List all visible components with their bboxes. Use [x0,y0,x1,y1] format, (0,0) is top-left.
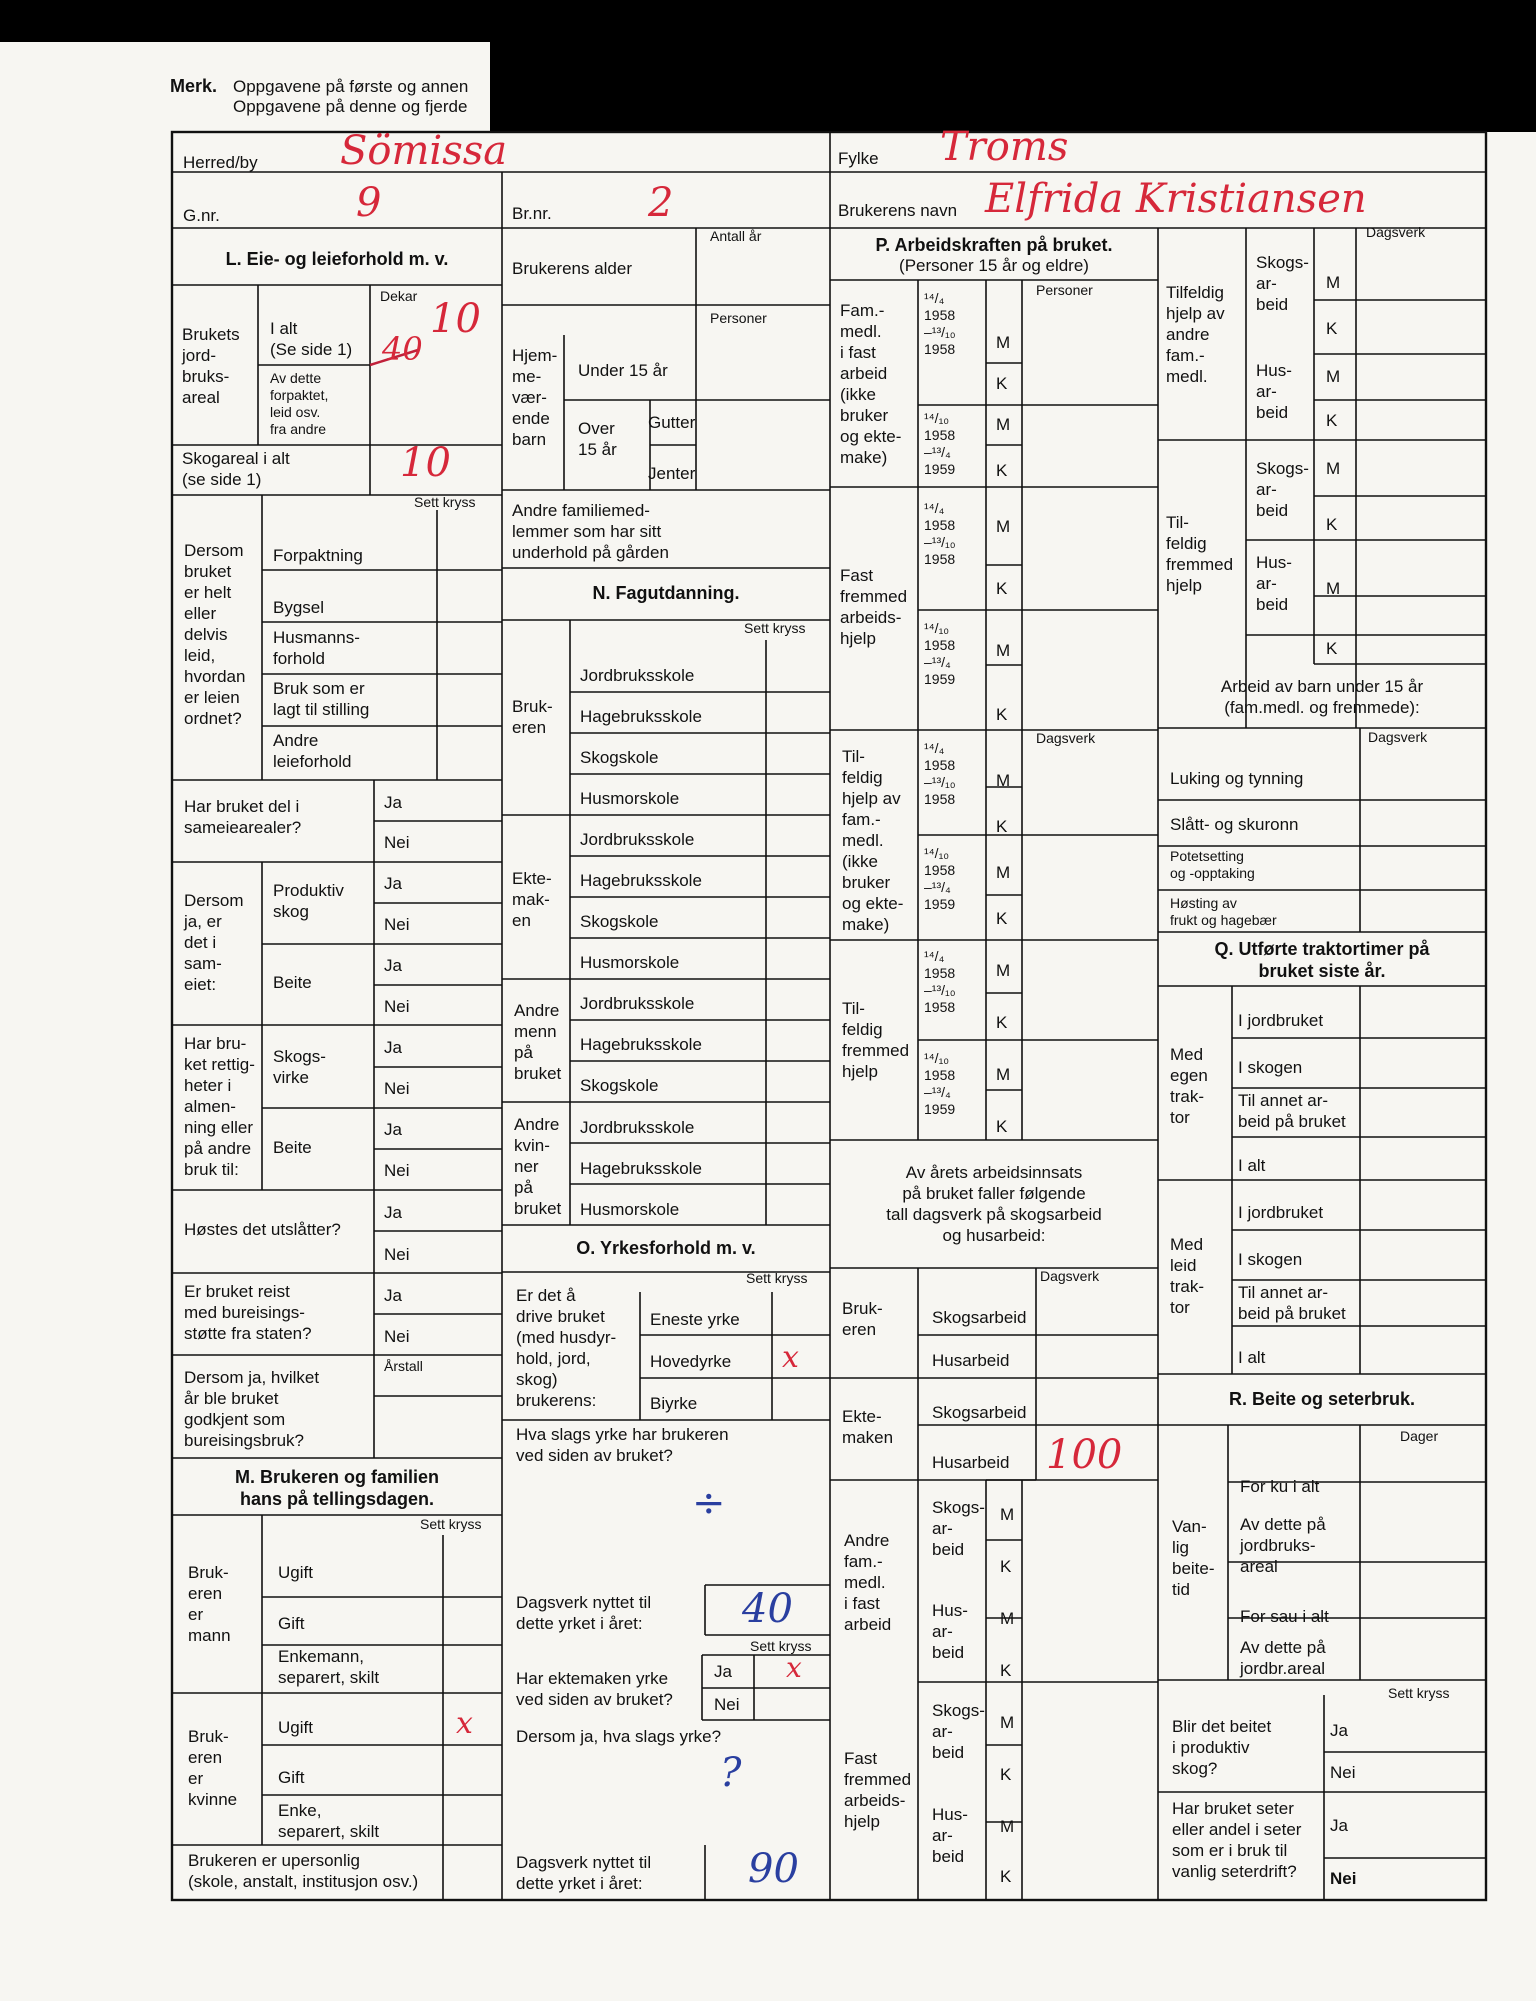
dersom-leid-label: Dersom bruket er helt eller delvis leid, hvordan er leien ordnet? [184,541,246,728]
jord-crossed-value: 40 [382,330,423,368]
dagsverk-question: Dagsverk nyttet til dette yrket i året: [516,1593,652,1633]
fylke-value: Troms [940,124,1069,170]
p-fremmed-m-1: M [1000,1713,1015,1732]
p-andre-hus-arbeid: Hus- ar- beid [932,1601,968,1662]
p-brukeren-skogsarbeid: Skogsarbeid [932,1308,1027,1327]
jord-value: 10 [430,296,481,342]
under15-label: Under 15 år [578,361,668,380]
n-kvinner-husmorskole: Husmorskole [580,1200,680,1219]
ektemaken-ja: Ja [714,1662,732,1681]
q-egen-i-alt: I alt [1238,1156,1266,1175]
r-beitet-ja: Ja [1330,1721,1348,1740]
n-group-andre-kvinner: Andre kvin- ner på bruket [514,1115,562,1218]
almenning-beite-label: Beite [273,1138,312,1157]
leie-opt-forpaktning: Forpaktning [273,546,363,565]
p-fremmed-skogs-arbeid: Skogs- ar- beid [932,1701,985,1762]
p-m-7: M [996,961,1011,980]
kvinne-gift: Gift [278,1768,305,1787]
produktiv-skog-label: Produktiv skog [273,881,344,921]
yrke-question: Er det å drive bruket (med husdyr- hold, jord, skog) brukerens: [516,1286,617,1410]
r-seter-question: Har bruket seter eller andel i seter som er i bruk til vanlig seterdrift? [1172,1799,1302,1881]
mann-enkemann: Enkemann, separert, skilt [278,1647,380,1687]
section-p-title: P. Arbeidskraften på bruket. [875,235,1113,255]
sameie-beite-ja: Ja [384,956,402,975]
p-fremmed-m-2: M [1000,1817,1015,1836]
brukerens-navn-value: Elfrida Kristiansen [985,176,1367,222]
gutter-label: Gutter [648,413,696,432]
sameie-beite-nei: Nei [384,997,410,1016]
q-leid-label: Med leid trak- tor [1170,1235,1204,1317]
n-ektemaken-hagebruksskole: Hagebruksskole [580,871,702,890]
p-fast-fremmed-label-2: Fast fremmed arbeids- hjelp [844,1749,912,1831]
kvinne-ugift-mark: x [456,1706,473,1741]
dersom-ja-label: Dersom ja, er det i sam- eiet: [184,891,244,994]
p-ektemaken-husarbeid: Husarbeid [932,1453,1010,1472]
p-dagsverk-label: Dagsverk [1036,730,1096,746]
q-egen-jordbruket: I jordbruket [1238,1011,1324,1030]
r-sett-kryss: Sett kryss [1388,1685,1450,1701]
p-k-8: K [996,1117,1008,1136]
p-fremmed-hus-arbeid: Hus- ar- beid [932,1805,968,1866]
n-group-andre-menn: Andre menn på bruket [514,1001,562,1083]
section-r-title: R. Beite og seterbruk. [1228,1389,1416,1409]
mann-label: Bruk- eren er mann [188,1563,231,1645]
r-dagsverk-label: Dagsverk [1366,224,1426,240]
r-hus-arbeid-2: Hus- ar- beid [1256,553,1292,614]
q-egen-annet: Til annet ar- beid på bruket [1238,1091,1346,1131]
p-andre-m-1: M [1000,1505,1015,1524]
n-group-ektemaken: Ekte- mak- en [512,869,552,930]
barn-slatt: Slått- og skuronn [1170,815,1299,834]
r-m-4: M [1326,579,1341,598]
dagsverk2-question: Dagsverk nyttet til dette yrket i året: [516,1853,652,1893]
r-beitet-nei: Nei [1330,1763,1356,1782]
r-m-1: M [1326,273,1341,292]
section-q-title: Q. Utførte traktortimer på bruket siste år. [1214,939,1430,981]
dekar-label: Dekar [380,288,418,304]
barn-title: Arbeid av barn under 15 år (fam.medl. og fremmede): [1220,677,1424,717]
p-brukeren-husarbeid: Husarbeid [932,1351,1010,1370]
q-leid-jordbruket: I jordbruket [1238,1203,1324,1222]
r-k-2: K [1326,411,1338,430]
r-sau-i-alt: For sau i alt [1240,1607,1329,1626]
r-vanlig-label: Van- lig beite- tid [1172,1517,1215,1599]
p-m-8: M [996,1065,1011,1084]
eneste-yrke: Eneste yrke [650,1310,740,1329]
r-k-4: K [1326,639,1338,658]
ektemaken-nei: Nei [714,1695,740,1714]
n-sett-kryss: Sett kryss [744,620,806,636]
hjemme-label: Hjem- me- vær- ende barn [512,346,558,449]
q-egen-label: Med egen trak- tor [1170,1045,1208,1127]
r-k-3: K [1326,515,1338,534]
p-period-7: ¹⁴/₄ 1958 –¹³/₁₀ 1958 [924,948,956,1015]
merk-line1: Oppgavene på første og annen [233,77,469,96]
n-brukeren-hagebruksskole: Hagebruksskole [580,707,702,726]
p-dagsverk-label-2: Dagsverk [1040,1268,1100,1284]
i-alt-label: I alt (Se side 1) [270,319,353,359]
hva-slags-question: Dersom ja, hva slags yrke? [516,1727,722,1746]
utslatter-question: Høstes det utslåtter? [184,1220,341,1239]
l-sett-kryss: Sett kryss [414,494,476,510]
p-period-4: ¹⁴/₁₀ 1958 –¹³/₄ 1959 [924,620,956,687]
sameie-nei: Nei [384,833,410,852]
p-period-6: ¹⁴/₁₀ 1958 –¹³/₄ 1959 [924,845,956,912]
p-k-7: K [996,1013,1008,1032]
r-m-2: M [1326,367,1341,386]
n-ektemaken-jordbruksskole: Jordbruksskole [580,830,695,849]
q-leid-skogen: I skogen [1238,1250,1303,1269]
n-kvinner-jordbruksskole: Jordbruksskole [580,1118,695,1137]
kvinne-ugift: Ugift [278,1718,313,1737]
hva-slags-yrke-question: Hva slags yrke har brukeren ved siden av bruket? [516,1425,729,1465]
godkjent-question: Dersom ja, hvilket år ble bruket godkjent som bureisingsbruk? [184,1368,320,1450]
p-m-4: M [996,641,1011,660]
brukerens-alder-label: Brukerens alder [512,259,633,278]
r-seter-ja: Ja [1330,1816,1348,1835]
barn-potetsetting: Potetsetting og -opptaking [1170,848,1255,881]
p-fast-fremmed-label: Fast fremmed arbeids- hjelp [840,566,908,648]
o-sett-kryss: Sett kryss [746,1270,808,1286]
barn-dagsverk-label: Dagsverk [1368,729,1428,745]
almenning-beite-ja: Ja [384,1120,402,1139]
section-o-title: O. Yrkesforhold m. v. [576,1238,756,1258]
p-period-8: ¹⁴/₁₀ 1958 –¹³/₄ 1959 [924,1050,956,1117]
kvinne-label: Bruk- eren er kvinne [188,1727,238,1809]
r-m-3: M [1326,459,1341,478]
p-m-6: M [996,863,1011,882]
n-menn-jordbruksskole: Jordbruksskole [580,994,695,1013]
n-kvinner-hagebruksskole: Hagebruksskole [580,1159,702,1178]
herred-label: Herred/by [183,153,258,172]
produktiv-nei: Nei [384,915,410,934]
r-sau-jordbruk: Av dette på jordbr.areal [1240,1638,1326,1678]
p-period-5: ¹⁴/₄ 1958 –¹³/₁₀ 1958 [924,740,956,807]
p-andre-k-1: K [1000,1557,1012,1576]
q-leid-annet: Til annet ar- beid på bruket [1238,1283,1346,1323]
almenning-beite-nei: Nei [384,1161,410,1180]
sameie-ja: Ja [384,793,402,812]
produktiv-ja: Ja [384,874,402,893]
leie-opt-stilling: Bruk som er lagt til stilling [273,679,370,719]
p-tilfeldig-fremmed-label: Til- feldig fremmed hjelp [842,999,910,1081]
merk-label: Merk. [170,76,218,96]
gnr-value: 9 [356,180,382,226]
barn-hosting: Høsting av frukt og hagebær [1170,895,1277,928]
hovedyrke-mark: x [782,1340,799,1375]
herred-value: Sömissa [340,128,508,174]
r-skogs-arbeid-1: Skogs- ar- beid [1256,253,1309,314]
p-k-1: K [996,374,1008,393]
sameie-question: Har bruket del i sameiearealer? [184,797,302,837]
p-andre-m-2: M [1000,1609,1015,1628]
section-n-title: N. Fagutdanning. [592,583,740,603]
merk-line2: Oppgavene på denne og fjerde [233,97,468,116]
r-dager-label: Dager [1400,1428,1439,1444]
p-intro-text: Av årets arbeidsinnsats på bruket faller følgende tall dagsverk på skogsarbeid og husarbeid: [886,1163,1102,1245]
kvinne-enke: Enke, separert, skilt [278,1801,380,1841]
gnr-label: G.nr. [183,206,220,225]
dagsverk2-value: 90 [748,1846,799,1892]
n-menn-hagebruksskole: Hagebruksskole [580,1035,702,1054]
p-m-5: M [996,771,1011,790]
r-k-1: K [1326,319,1338,338]
mann-gift: Gift [278,1614,305,1633]
n-ektemaken-husmorskole: Husmorskole [580,953,680,972]
p-ektemaken-husarbeid-value: 100 [1046,1432,1123,1478]
n-brukeren-jordbruksskole: Jordbruksskole [580,666,695,685]
p-andre-k-2: K [1000,1661,1012,1680]
reist-question: Er bruket reist med bureisings- støtte fra staten? [184,1282,312,1343]
r-ku-jordbruk: Av dette på jordbruks- areal [1240,1515,1326,1576]
sameie-beite-label: Beite [273,973,312,992]
andre-familiemedlemmer-label: Andre familiemed- lemmer som har sitt underhold på gården [512,501,669,562]
r-tilfeldig-fremmed-label: Til- feldig fremmed hjelp [1166,513,1234,595]
dagsverk-value: 40 [742,1586,793,1632]
p-ektemaken-label: Ekte- maken [842,1407,894,1447]
leie-opt-bygsel: Bygsel [273,598,325,617]
section-l-title: L. Eie- og leieforhold m. v. [225,249,449,269]
p-fam-label: Fam.- medl. i fast arbeid (ikke bruker og ekte- make) [840,301,902,467]
q-egen-skogen: I skogen [1238,1058,1303,1077]
jenter-label: Jenter [648,464,696,483]
reist-ja: Ja [384,1286,402,1305]
skogsvirke-label: Skogs- virke [273,1047,326,1087]
utslatter-ja: Ja [384,1203,402,1222]
o-sett-kryss-2: Sett kryss [750,1638,812,1654]
ektemaken-yrke-question: Har ektemaken yrke ved siden av bruket? [516,1669,673,1709]
p-m-3: M [996,517,1011,536]
reist-nei: Nei [384,1327,410,1346]
upersonlig-label: Brukeren er upersonlig (skole, anstalt, institusjon osv.) [188,1851,419,1891]
biyrke: Biyrke [650,1394,698,1413]
p-k-6: K [996,909,1008,928]
n-brukeren-husmorskole: Husmorskole [580,789,680,808]
fylke-label: Fylke [838,149,879,168]
skog-value: 10 [400,440,451,486]
p-m-2: M [996,415,1011,434]
section-p-subtitle: (Personer 15 år og eldre) [899,256,1089,275]
p-tilfeldig-fam-label: Til- feldig hjelp av fam.- medl. (ikke bruker og ekte- make) [842,747,904,934]
skogsvirke-nei: Nei [384,1079,410,1098]
r-seter-nei: Nei [1330,1869,1357,1888]
av-dette-label: Av dette forpaktet, leid osv. fra andre [270,370,329,437]
antall-ar-label: Antall år [710,228,762,244]
p-k-2: K [996,461,1008,480]
n-group-brukeren: Bruk- eren [512,697,553,737]
jord-label: Brukets jord- bruks- areal [182,325,240,407]
q-leid-i-alt: I alt [1238,1348,1266,1367]
p-personer-label: Personer [1036,282,1093,298]
n-brukeren-skogskole: Skogskole [580,748,659,767]
n-ektemaken-skogskole: Skogskole [580,912,659,931]
brukerens-navn-label: Brukerens navn [838,201,958,220]
ektemaken-ja-mark: x [786,1651,802,1684]
r-hus-arbeid-1: Hus- ar- beid [1256,361,1292,422]
r-ku-i-alt: For ku i alt [1240,1477,1320,1496]
rettigheter-question: Har bru- ket rettig- heter i almen- ning eller på andre bruk til: [184,1034,255,1179]
p-m-1: M [996,333,1011,352]
arstall-label: Årstall [384,1358,423,1374]
leie-opt-husmann: Husmanns- forhold [273,628,360,668]
brnr-label: Br.nr. [512,204,552,223]
r-skogs-arbeid-2: Skogs- ar- beid [1256,459,1309,520]
m-sett-kryss: Sett kryss [420,1516,482,1532]
p-andre-skogs-arbeid: Skogs- ar- beid [932,1498,985,1559]
p-ektemaken-skogsarbeid: Skogsarbeid [932,1403,1027,1422]
p-period-1: ¹⁴/₄ 1958 –¹³/₁₀ 1958 [924,290,956,357]
hovedyrke: Hovedyrke [650,1352,732,1371]
skog-label: Skogareal i alt (se side 1) [182,449,290,489]
n-menn-skogskole: Skogskole [580,1076,659,1095]
section-m-title: M. Brukeren og familien hans på tellingsdagen. [234,1467,440,1509]
leie-opt-andre: Andre leieforhold [273,731,352,771]
p-brukeren-label: Bruk- eren [842,1299,883,1339]
p-k-4: K [996,705,1008,724]
p-andre-fam-label: Andre fam.- medl. i fast arbeid [844,1531,892,1634]
r-tilfeldig-fam-label: Tilfeldig hjelp av andre fam.- medl. [1166,283,1225,386]
p-k-5: K [996,817,1008,836]
p-period-2: ¹⁴/₁₀ 1958 –¹³/₄ 1959 [924,410,956,477]
p-fremmed-k-2: K [1000,1867,1012,1886]
p-period-3: ¹⁴/₄ 1958 –¹³/₁₀ 1958 [924,500,956,567]
barn-luking: Luking og tynning [1170,769,1304,788]
utslatter-nei: Nei [384,1245,410,1264]
personer-label: Personer [710,310,767,326]
brnr-value: 2 [648,180,674,226]
hva-slags-yrke-value: ÷ [692,1480,726,1526]
over15-label: Over 15 år [578,419,617,459]
hva-slags-value: ? [720,1750,742,1796]
r-beitet-question: Blir det beitet i produktiv skog? [1172,1717,1272,1778]
p-k-3: K [996,579,1008,598]
mann-ugift: Ugift [278,1563,313,1582]
p-fremmed-k-1: K [1000,1765,1012,1784]
skogsvirke-ja: Ja [384,1038,402,1057]
